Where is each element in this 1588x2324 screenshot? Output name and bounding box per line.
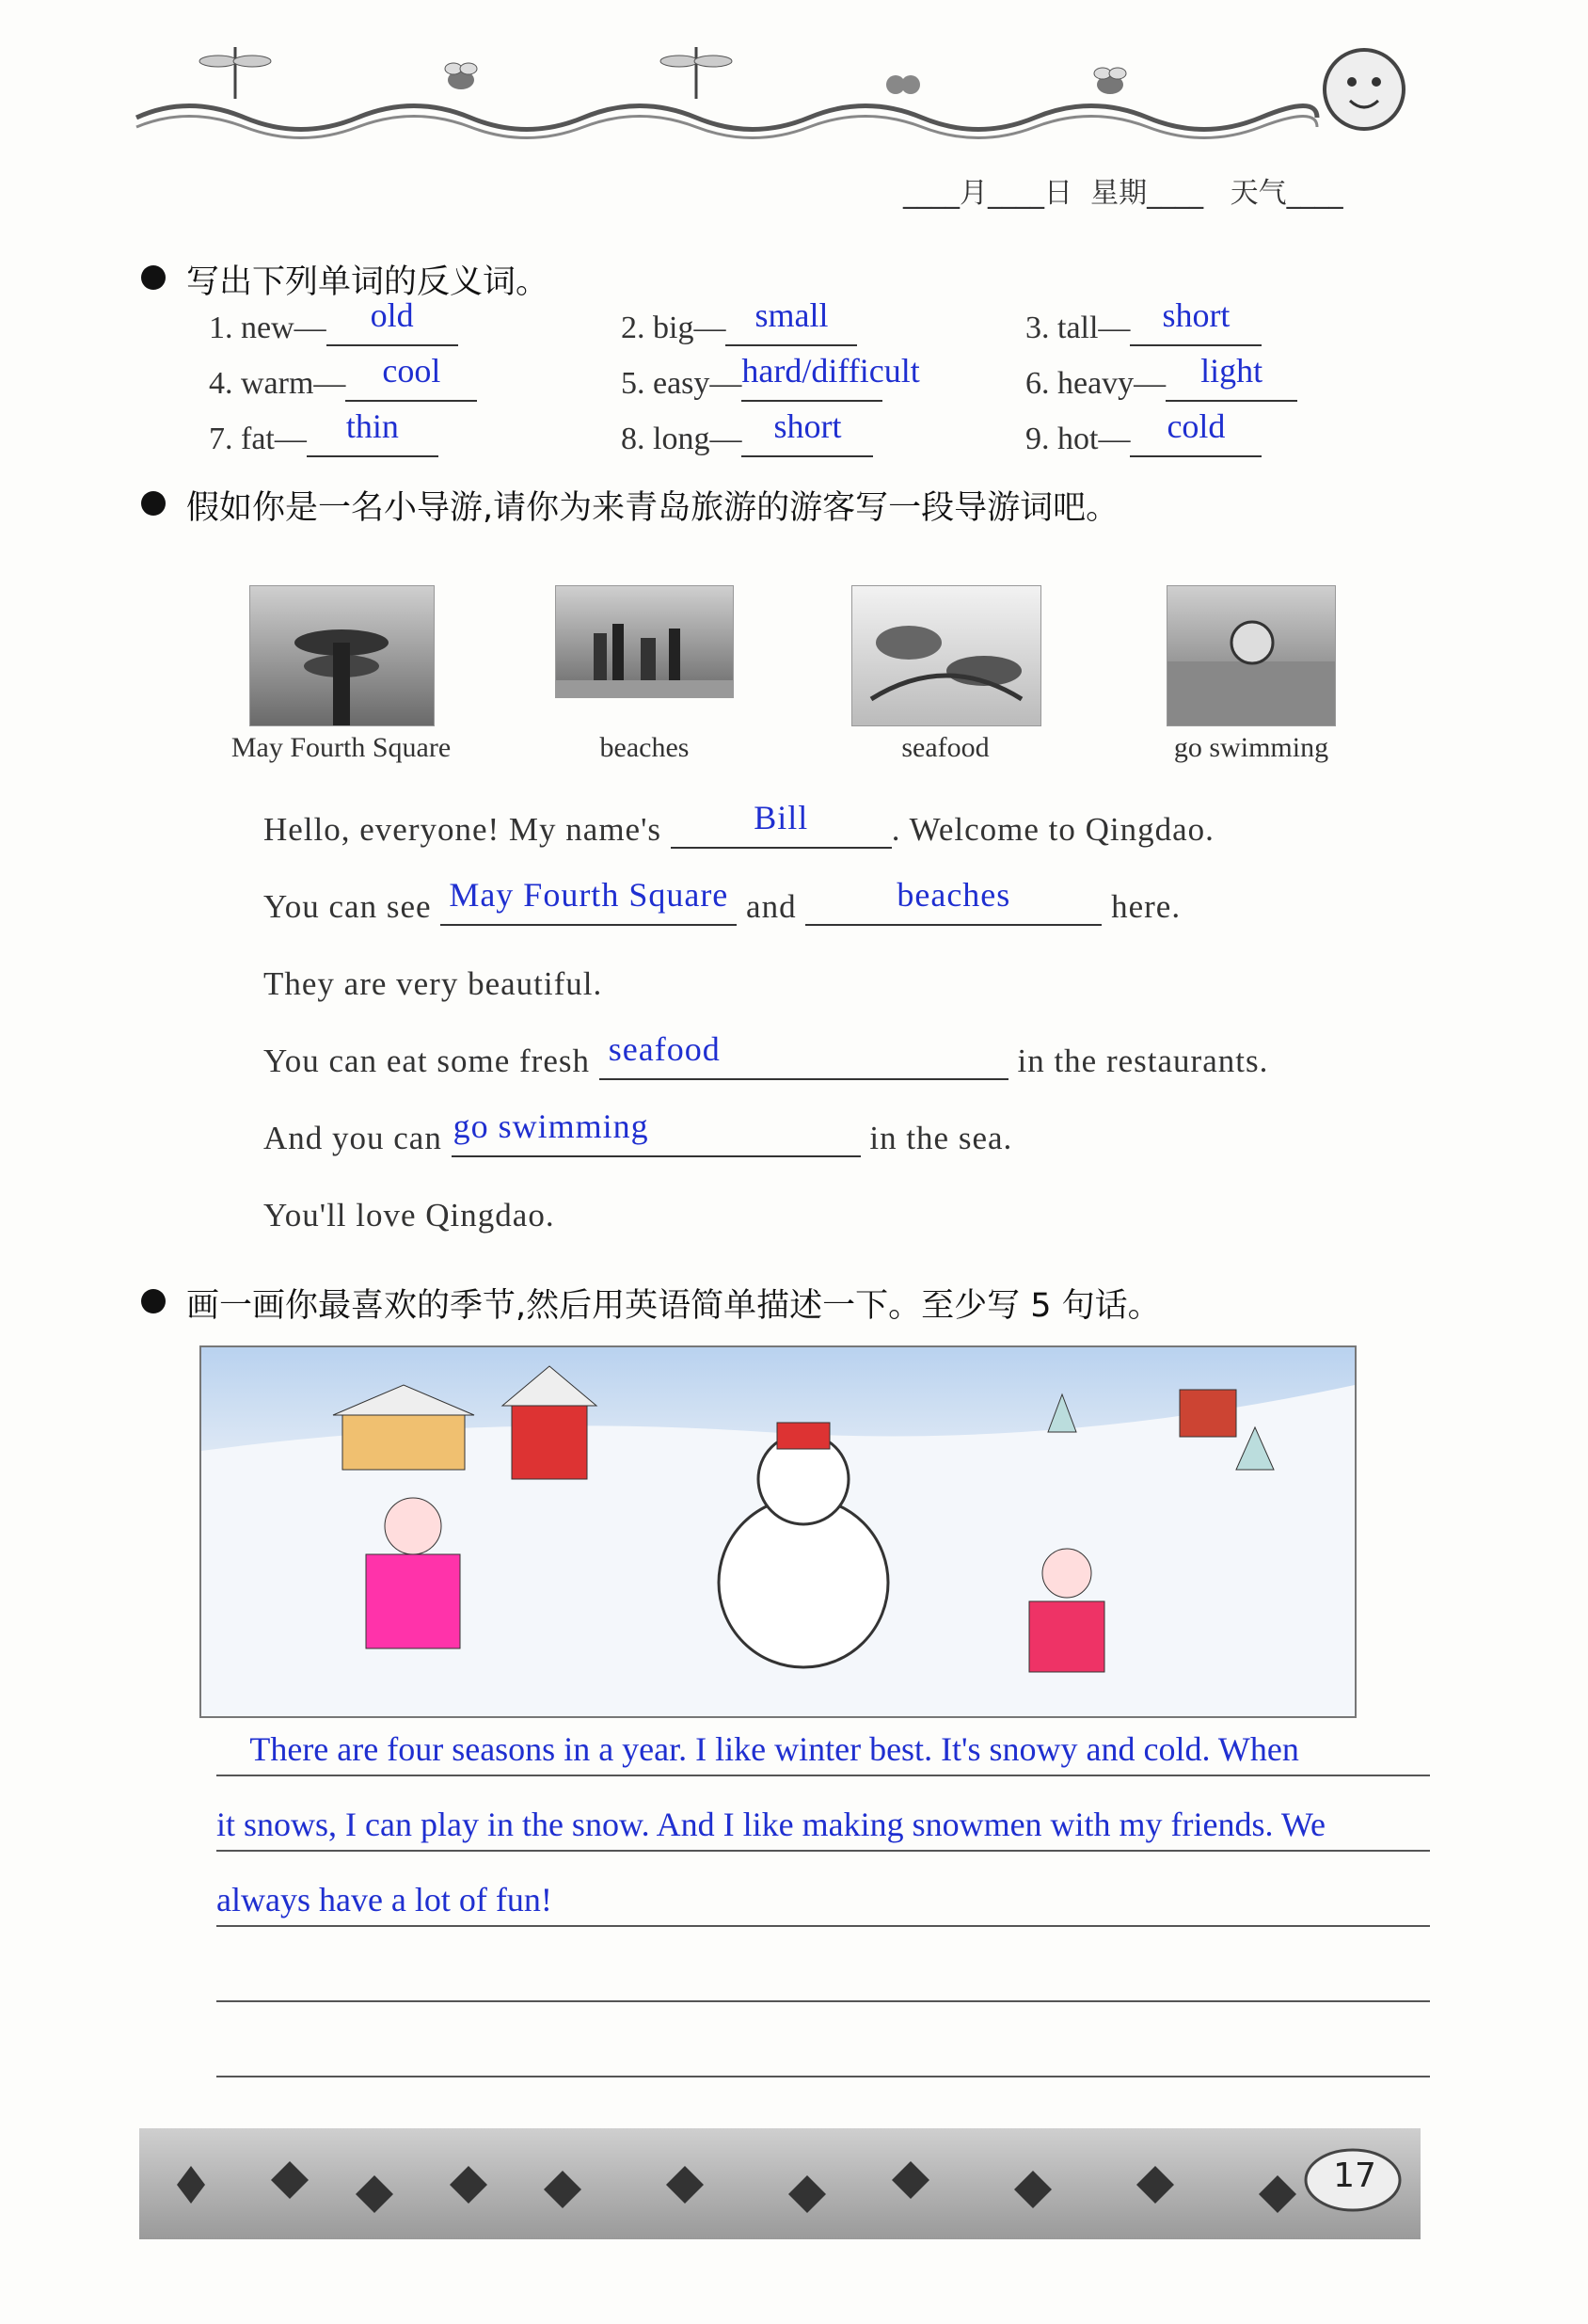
writing-line-text: it snows, I can play in the snow. And I like making snowmen with my friends. We [216, 1806, 1326, 1843]
leaf-icon [177, 2161, 1296, 2213]
answer-blank[interactable]: cool [345, 366, 477, 402]
footer-band [139, 2128, 1421, 2239]
bee-icon [445, 63, 477, 89]
answer-blank[interactable]: small [725, 310, 857, 346]
paragraph-line: They are very beautiful. [263, 965, 603, 1002]
bee-icon [1094, 68, 1126, 94]
picture-caption: go swimming [1173, 732, 1329, 763]
picture-caption: seafood [901, 732, 990, 763]
antonym-item: 7. fat— thin [209, 422, 438, 457]
may-fourth-square-image [249, 585, 435, 726]
answer-blank[interactable]: thin [307, 422, 438, 457]
section-bullet [141, 1289, 166, 1313]
answer-blank[interactable]: hard/difficult [741, 366, 882, 402]
antonym-item: 8. long— short [621, 422, 873, 457]
header-decoration [132, 28, 1449, 169]
answer-blank[interactable]: beaches [805, 890, 1102, 926]
answer-blank[interactable]: light [1166, 366, 1297, 402]
go-swimming-image [1167, 585, 1336, 726]
antonym-item: 1. new— old [209, 310, 458, 346]
antonym-item: 6. heavy— light [1025, 366, 1297, 402]
writing-line[interactable] [216, 1775, 1430, 1776]
writing-line[interactable] [216, 2076, 1430, 2077]
answer-blank[interactable]: cold [1130, 422, 1262, 457]
antonym-item: 4. warm— cool [209, 366, 477, 402]
writing-line-text: always have a lot of fun! [216, 1881, 552, 1918]
section-bullet [141, 491, 166, 516]
writing-line[interactable] [216, 2000, 1430, 2002]
sun-icon [1325, 50, 1404, 129]
answer-blank[interactable]: go swimming [452, 1122, 861, 1157]
answer-blank[interactable]: seafood [599, 1044, 1008, 1080]
dragonfly-icon [660, 47, 732, 99]
antonym-item: 2. big— small [621, 310, 857, 346]
answer-blank[interactable]: May Fourth Square [440, 890, 737, 926]
picture-caption: beaches [599, 732, 690, 763]
answer-blank[interactable]: old [326, 310, 458, 346]
section2-title: 假如你是一名小导游,请你为来青岛旅游的游客写一段导游词吧。 [186, 489, 1120, 527]
section3-title: 画一画你最喜欢的季节,然后用英语简单描述一下。至少写 5 句话。 [186, 1287, 1161, 1325]
seafood-image [851, 585, 1041, 726]
butterfly-icon [886, 75, 920, 94]
beaches-image [555, 585, 734, 698]
antonym-item: 5. easy— hard/difficult [621, 352, 920, 401]
dragonfly-icon [199, 47, 271, 99]
date-weather-line: ____月____日 星期____ 天气____ [903, 177, 1343, 210]
answer-blank[interactable]: short [741, 422, 873, 457]
antonym-item: 9. hot— cold [1025, 422, 1262, 457]
page-number: 17 [1333, 2157, 1376, 2195]
section1-title: 写出下列单词的反义词。 [186, 263, 549, 301]
antonym-item: 3. tall— short [1025, 310, 1262, 346]
paragraph-line: You can eat some fresh seafood in the restaurants. [263, 1030, 1269, 1079]
writing-line-text: There are four seasons in a year. I like winter best. It's snowy and cold. When [216, 1730, 1299, 1768]
paragraph-line: Hello, everyone! My name's Bill . Welcome to Qingdao. [263, 799, 1215, 848]
section-bullet [141, 265, 166, 290]
winter-drawing [199, 1345, 1357, 1718]
paragraph-line: You'll love Qingdao. [263, 1197, 555, 1234]
paragraph-line: You can see May Fourth Square and beaches here. [263, 876, 1182, 925]
writing-line[interactable] [216, 1850, 1430, 1852]
answer-blank[interactable]: short [1130, 310, 1262, 346]
writing-line[interactable] [216, 1925, 1430, 1927]
answer-blank[interactable]: Bill [671, 813, 892, 849]
picture-caption: May Fourth Square [230, 732, 452, 763]
paragraph-line: And you can go swimming in the sea. [263, 1107, 1013, 1156]
